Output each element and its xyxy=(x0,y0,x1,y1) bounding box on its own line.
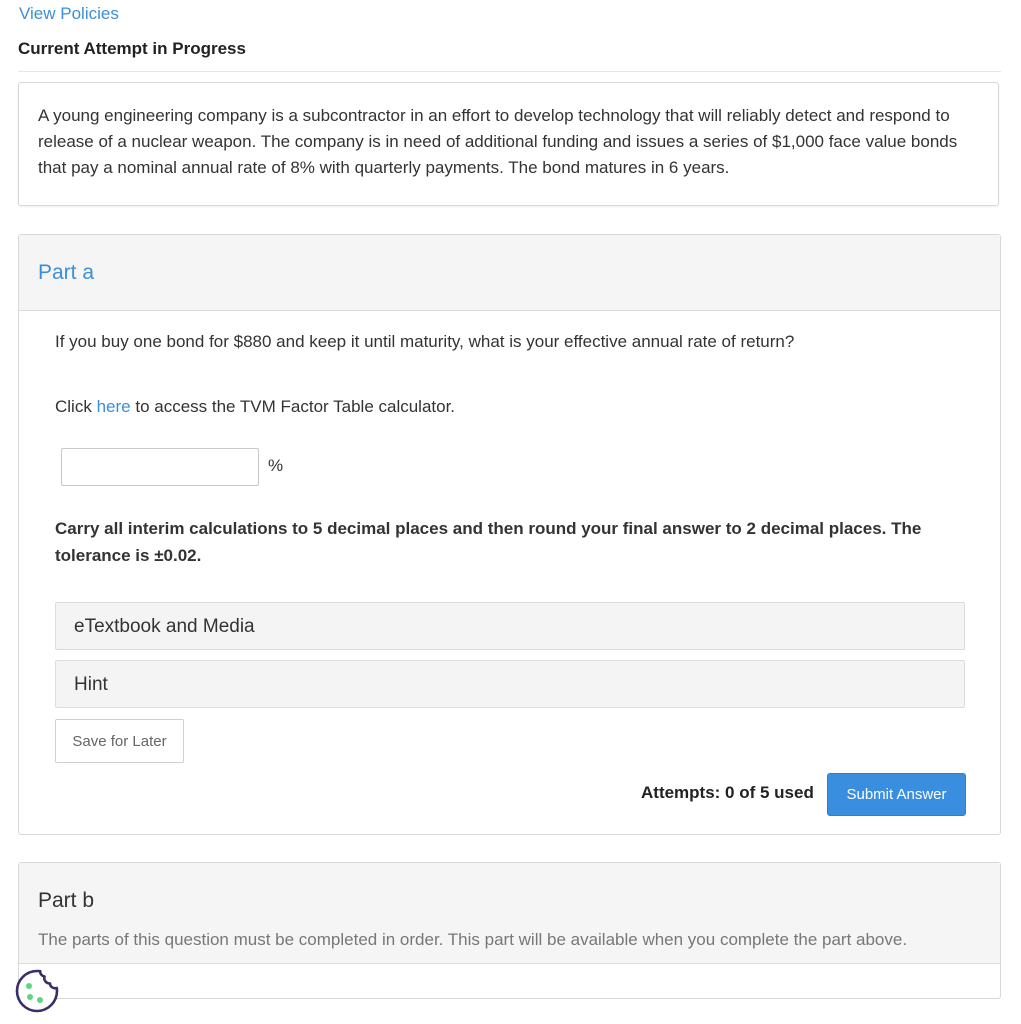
attempt-title: Current Attempt in Progress xyxy=(18,39,246,58)
attempts-counter: Attempts: 0 of 5 used xyxy=(641,783,814,802)
part-b-locked-note: The parts of this question must be completed in order. This part will be available when you complete the part above. xyxy=(38,930,908,949)
part-a-title: Part a xyxy=(38,261,95,284)
part-a-panel xyxy=(18,234,1001,835)
part-a-header xyxy=(19,235,1000,311)
cookie-settings-icon[interactable] xyxy=(13,967,61,1015)
part-b-panel xyxy=(18,862,1001,999)
tvm-suffix: to access the TVM Factor Table calculator. xyxy=(135,397,456,416)
etextbook-label: eTextbook and Media xyxy=(74,616,255,637)
rounding-instructions: Carry all interim calculations to 5 decimal places and then round your final answer to 2 decimal places. The tolerance is ±0.02. xyxy=(55,519,922,565)
divider xyxy=(18,71,1001,72)
hint-toggle[interactable] xyxy=(55,660,965,708)
etextbook-media-toggle[interactable] xyxy=(55,602,965,650)
part-b-title: Part b xyxy=(38,889,95,912)
question-panel xyxy=(18,82,999,206)
answer-input[interactable] xyxy=(61,448,259,486)
part-b-header xyxy=(19,863,1000,964)
tvm-calculator-line xyxy=(55,397,455,417)
tvm-prefix: Click xyxy=(55,397,92,416)
question-text: A young engineering company is a subcontractor in an effort to develop technology that will reliably detect and respond to release of a nuclear weapon. The company is in need of additional funding and issues a series of $1,000 face value bonds that pay a nominal annual rate of 8% with quarterly payments. The bond matures in 6 years. xyxy=(38,106,958,177)
view-policies-link[interactable]: View Policies xyxy=(19,4,119,23)
percent-unit: % xyxy=(268,456,284,475)
part-a-prompt: If you buy one bond for $880 and keep it until maturity, what is your effective annual rate of return? xyxy=(55,332,795,351)
tvm-here-link[interactable]: here xyxy=(96,397,131,416)
save-for-later-button[interactable]: Save for Later xyxy=(55,719,184,763)
submit-answer-button[interactable]: Submit Answer xyxy=(827,773,966,816)
hint-label: Hint xyxy=(74,674,108,695)
